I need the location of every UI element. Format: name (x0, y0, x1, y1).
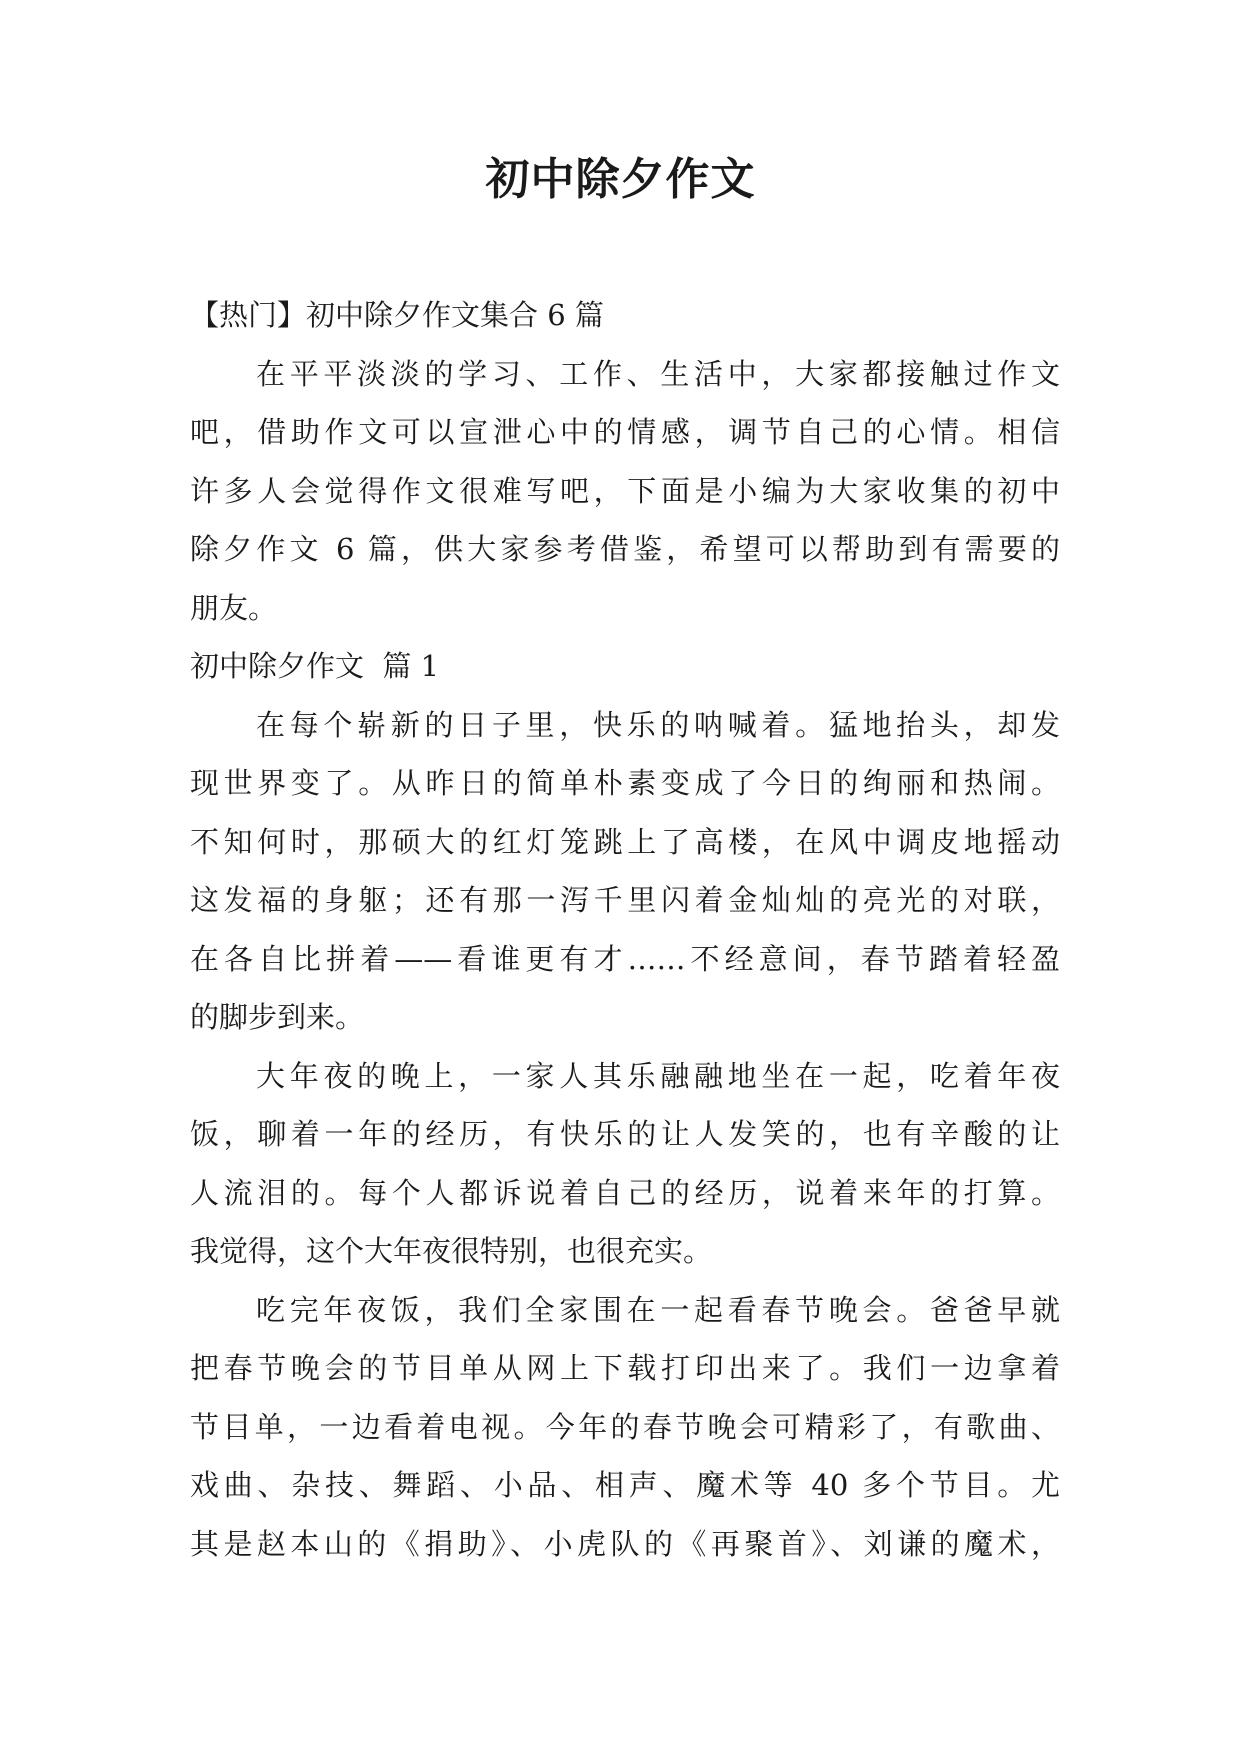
text-line: 的脚步到来。 (190, 1000, 365, 1034)
text-line: 在平平淡淡的学习、工作、生活中，大家都接触过作文 (256, 356, 1060, 391)
text-line: 除夕作文 6 篇，供大家参考借鉴，希望可以帮助到有需要的 (190, 532, 1060, 566)
text-line: 戏曲、杂技、舞蹈、小品、相声、魔术等 40 多个节目。尤 (190, 1468, 1060, 1502)
text-line: 大年夜的晚上，一家人其乐融融地坐在一起，吃着年夜 (256, 1058, 1060, 1093)
text-line: 在各自比拼着——看谁更有才……不经意间，春节踏着轻盈 (190, 941, 1060, 976)
section-heading: 【热门】初中除夕作文集合 6 篇 (190, 298, 604, 332)
section-heading: 初中除夕作文 篇 1 (190, 649, 440, 683)
text-line: 其是赵本山的《捐助》、小虎队的《再聚首》、刘谦的魔术， (190, 1526, 1060, 1561)
text-line: 我觉得，这个大年夜很特别，也很充实。 (190, 1234, 713, 1268)
document-title: 初中除夕作文 (485, 154, 756, 205)
text-line: 把春节晚会的节目单从网上下载打印出来了。我们一边拿着 (190, 1351, 1060, 1385)
document-body (190, 286, 1060, 1573)
text-line: 这发福的身躯；还有那一泻千里闪着金灿灿的亮光的对联， (190, 883, 1060, 917)
text-line: 人流泪的。每个人都诉说着自己的经历，说着来年的打算。 (190, 1175, 1060, 1210)
text-line: 吧，借助作文可以宣泄心中的情感，调节自己的心情。相信 (190, 415, 1060, 449)
text-line: 许多人会觉得作文很难写吧，下面是小编为大家收集的初中 (190, 473, 1060, 508)
text-line: 吃完年夜饭，我们全家围在一起看春节晚会。爸爸早就 (256, 1292, 1060, 1327)
text-line: 现世界变了。从昨日的简单朴素变成了今日的绚丽和热闹。 (190, 766, 1060, 800)
text-line: 朋友。 (190, 590, 278, 625)
text-line: 不知何时，那硕大的红灯笼跳上了高楼，在风中调皮地摇动 (190, 824, 1060, 859)
text-line: 饭，聊着一年的经历，有快乐的让人发笑的，也有辛酸的让 (190, 1117, 1060, 1151)
text-line: 在每个崭新的日子里，快乐的呐喊着。猛地抬头，却发 (256, 707, 1060, 742)
text-line: 节目单，一边看着电视。今年的春节晚会可精彩了，有歌曲、 (190, 1409, 1060, 1444)
